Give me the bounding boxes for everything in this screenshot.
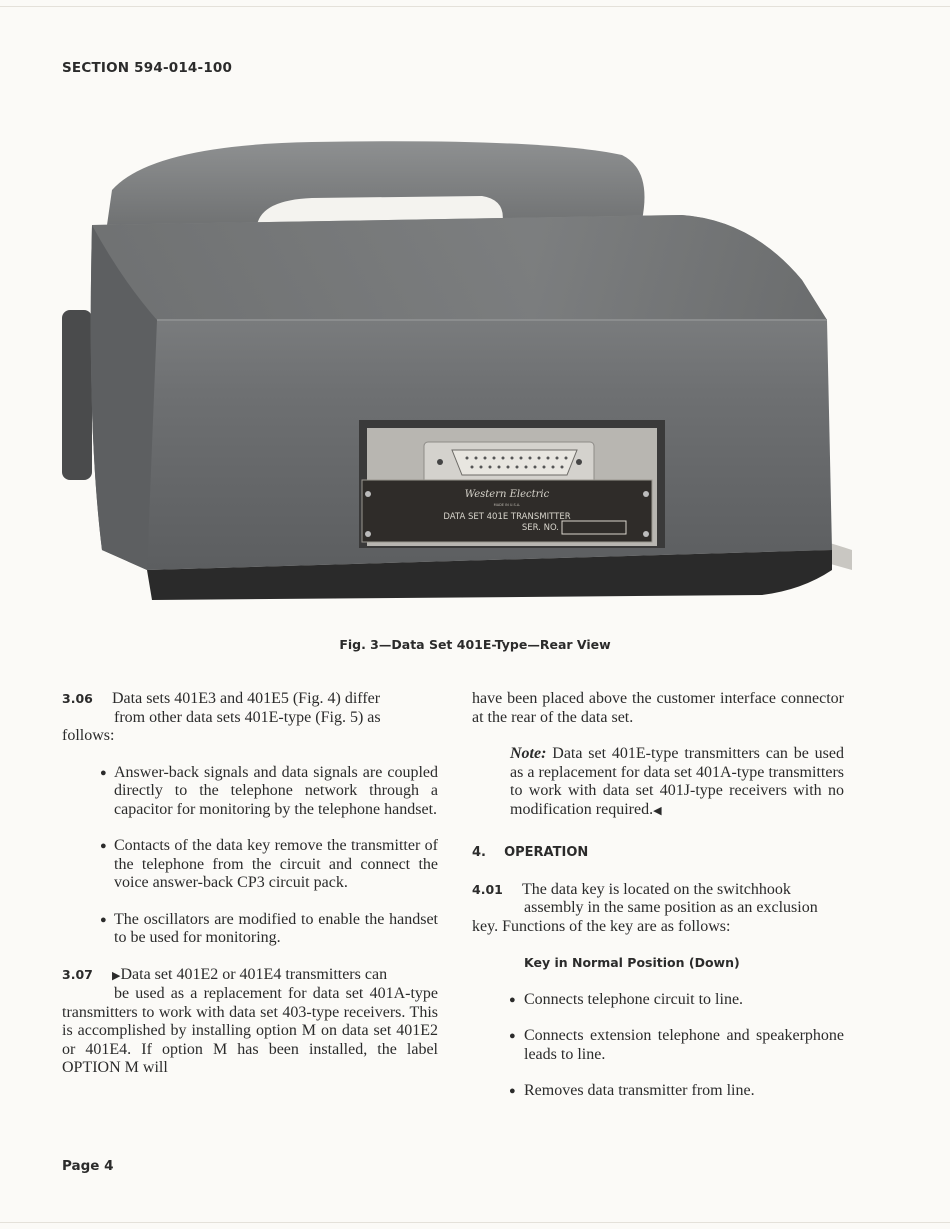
paragraph-text: Data set 401E2 or 401E4 transmitters can (120, 965, 388, 983)
list-item: ● Removes data transmitter from line. (472, 1082, 844, 1101)
section-header: SECTION 594-014-100 (62, 60, 233, 76)
paragraph-number: 3.06 (62, 691, 93, 706)
paragraph-continuation: have been placed above the customer interface connector at the rear of the data set. (472, 690, 844, 726)
subheading: Key in Normal Position (Down) (524, 955, 740, 970)
paragraph-number: 3.07 (62, 966, 93, 982)
paragraph-3-06 (62, 690, 438, 746)
list-item: ● Answer-back signals and data signals are coupled directly to the telephone network through a capacitor for monitoring by the telephone handset. (62, 764, 438, 820)
list-item: ● The oscillators are modified to enable the handset to be used for monitoring. (62, 911, 438, 948)
plate-serial-label: SER. NO. (521, 523, 559, 533)
section-heading: 4. OPERATION (472, 845, 589, 860)
right-column (472, 690, 844, 1101)
paragraph-4-01 (472, 881, 844, 937)
paragraph-text: Data sets 401E3 and 401E5 (Fig. 4) differ (112, 690, 381, 707)
left-column (62, 690, 438, 1078)
plate-made-in: MADE IN U.S.A. (493, 503, 521, 507)
paragraph-number: 4.01 (472, 881, 503, 897)
paragraph-3-07 (62, 966, 438, 1078)
list-item: ● Connects telephone circuit to line. (472, 991, 844, 1010)
page-number: Page 4 (62, 1158, 114, 1174)
figure-photo-data-set (62, 130, 852, 605)
note (472, 745, 844, 820)
note-label: Note: (510, 745, 547, 762)
paragraph-text: The data key is located on the switchhook (522, 880, 791, 898)
paragraph-text: be used as a replacement for data set 401A-type transmitters to work with data set 403-type receivers. This is accomplished by installing option M on data set 401E2 or 401E4. If option M has been installed, the label OPTION M will (62, 985, 438, 1076)
note-text: Data set 401E-type transmitters can be used as a replacement for data set 401A-type transmitters to work with data set 401J-type receivers with no modification required. (510, 745, 845, 818)
list-item: ● Contacts of the data key remove the transmitter of the telephone from the circuit and connect the voice answer-back CP3 circuit pack. (62, 837, 438, 893)
paragraph-text: follows: (62, 727, 115, 744)
paragraph-text: key. Functions of the key are as follows: (472, 917, 731, 935)
list-item: ● Connects extension telephone and speakerphone leads to line. (472, 1027, 844, 1064)
change-arrow-icon: ◀ (653, 804, 662, 817)
figure-caption: Fig. 3—Data Set 401E-Type—Rear View (339, 637, 611, 652)
paragraph-text: from other data sets 401E-type (Fig. 5) as (114, 708, 381, 726)
plate-brand: Western Electric (464, 489, 550, 500)
change-arrow-icon: ▶ (112, 969, 121, 982)
plate-model: DATA SET 401E TRANSMITTER (443, 512, 571, 522)
paragraph-text: assembly in the same position as an exclusion (524, 899, 818, 916)
